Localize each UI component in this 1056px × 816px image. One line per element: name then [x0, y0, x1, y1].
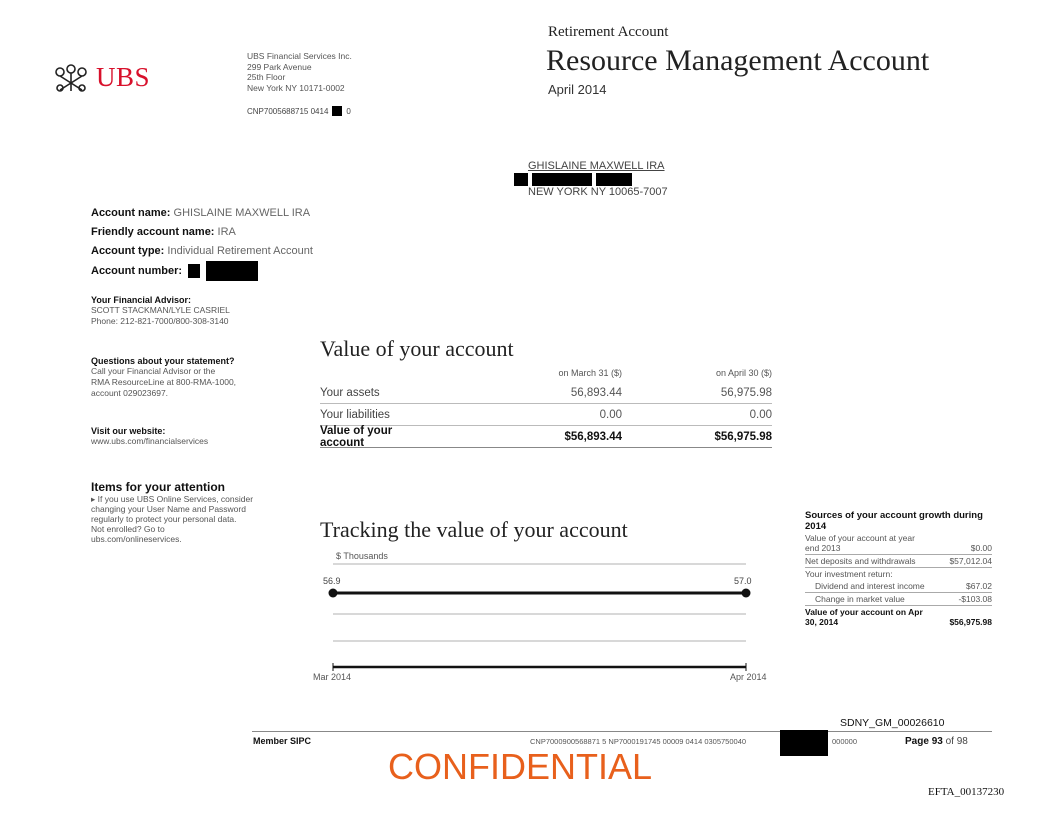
x-tick-label: Mar 2014	[313, 672, 352, 682]
advisor-section	[91, 295, 230, 327]
data-label: 57.0	[734, 576, 752, 586]
questions-line: Call your Financial Advisor or the	[91, 366, 216, 376]
redaction-box	[596, 173, 632, 186]
account-type-label: Account type:	[91, 245, 165, 257]
account-info	[91, 204, 313, 281]
growth-value: $57,012.04	[949, 556, 992, 566]
cell-value: 56,975.98	[720, 386, 772, 399]
growth-value: $0.00	[970, 543, 992, 553]
website-section	[91, 426, 208, 447]
confidential-stamp: CONFIDENTIAL	[388, 746, 653, 787]
growth-label: Value of your account at year end 2013	[805, 533, 915, 553]
attention-line: regularly to protect your personal data.	[91, 514, 237, 524]
growth-total-value: $56,975.98	[949, 617, 992, 627]
redaction-box	[188, 264, 200, 278]
account-name-label: Account name:	[91, 207, 171, 219]
total-value: $56,975.98	[714, 430, 772, 443]
redaction-box	[514, 173, 528, 186]
column-header: on March 31 ($)	[558, 368, 622, 378]
document-kicker: Retirement Account	[548, 24, 669, 40]
friendly-name-row	[91, 223, 313, 242]
attention-line: Not enrolled? Go to	[91, 524, 165, 534]
account-name-row	[91, 204, 313, 223]
redaction-box	[206, 261, 258, 281]
mailing-address	[528, 160, 668, 199]
footer-code-tail: 000000	[832, 737, 858, 746]
bates-number: SDNY_GM_00026610	[840, 717, 945, 729]
footer-code: CNP7000900568871 5 NP7000191745 00009 0414 0305750040	[530, 737, 747, 746]
growth-row	[805, 580, 992, 593]
attention-line: changing your User Name and Password	[91, 504, 246, 514]
row-label: Your assets	[320, 386, 380, 399]
growth-label: Dividend and interest income	[815, 581, 925, 591]
redaction-box	[780, 730, 828, 756]
column-header: on April 30 ($)	[715, 368, 772, 378]
data-point	[329, 589, 338, 598]
page-total: of 98	[945, 736, 968, 747]
firm-address	[247, 51, 352, 93]
account-name-value: GHISLAINE MAXWELL IRA	[173, 207, 311, 219]
y-axis-label: $ Thousands	[336, 551, 388, 561]
growth-table	[805, 510, 992, 628]
attention-line: ubs.com/onlineservices.	[91, 534, 182, 544]
address-line: UBS Financial Services Inc.	[247, 51, 352, 61]
redacted-street	[528, 173, 668, 186]
address-line: 25th Floor	[247, 72, 286, 82]
mailing-city: NEW YORK NY 10065-7007	[528, 186, 668, 198]
cell-value: 0.00	[749, 408, 772, 421]
member-sipc: Member SIPC	[253, 736, 312, 746]
total-label: Value of your account	[320, 424, 393, 449]
website-heading: Visit our website:	[91, 426, 166, 436]
advisor-heading: Your Financial Advisor:	[91, 295, 192, 305]
table-row	[320, 404, 772, 426]
advisor-phone: Phone: 212-821-7000/800-308-3140	[91, 316, 229, 326]
growth-total-row	[805, 606, 992, 628]
growth-title: Sources of your account growth during 2014	[805, 510, 983, 532]
value-table-header	[320, 364, 772, 382]
data-point	[742, 589, 751, 598]
advisor-names: SCOTT STACKMAN/LYLE CASRIEL	[91, 305, 230, 315]
table-total-row	[320, 426, 772, 448]
growth-value: -$103.08	[958, 594, 992, 604]
questions-heading: Questions about your statement?	[91, 356, 235, 366]
ubs-logo	[52, 62, 150, 93]
three-keys-icon	[52, 63, 90, 93]
statement-period: April 2014	[548, 82, 607, 97]
row-label: Your liabilities	[320, 408, 390, 421]
cnp-code	[247, 106, 351, 116]
cnp-code-left: CNP7005688715 0414	[247, 106, 329, 116]
data-label: 56.9	[323, 576, 341, 586]
growth-label: Your investment return:	[805, 569, 893, 579]
friendly-name-value: IRA	[217, 226, 236, 238]
cell-value: 0.00	[599, 408, 622, 421]
account-number-row	[91, 261, 313, 281]
ubs-logotype: UBS	[96, 62, 151, 92]
growth-total-label: Value of your account on Apr 30, 2014	[805, 607, 923, 627]
attention-section	[91, 480, 253, 544]
questions-section	[91, 356, 236, 399]
growth-row	[805, 555, 992, 568]
growth-value: $67.02	[966, 581, 992, 591]
page-current: 93	[931, 736, 943, 747]
growth-row	[805, 568, 992, 580]
growth-row	[805, 593, 992, 606]
growth-label: Change in market value	[815, 594, 905, 604]
chart-title: Tracking the value of your account	[320, 517, 628, 542]
account-number-label: Account number:	[91, 264, 183, 277]
document-title: Resource Management Account	[546, 44, 930, 77]
website-url[interactable]: www.ubs.com/financialservices	[91, 436, 209, 446]
attention-heading: Items for your attention	[91, 480, 226, 494]
questions-line: RMA ResourceLine at 800-RMA-1000,	[91, 377, 237, 387]
tracking-chart	[306, 545, 776, 685]
questions-line: account 029023697.	[91, 388, 169, 398]
redaction-box	[332, 106, 342, 116]
friendly-name-label: Friendly account name:	[91, 226, 215, 238]
mailing-name: GHISLAINE MAXWELL IRA	[528, 160, 665, 172]
value-table	[320, 364, 772, 448]
footer-divider	[252, 731, 992, 732]
redaction-box	[532, 173, 592, 186]
x-tick-label: Apr 2014	[730, 672, 767, 682]
table-row	[320, 382, 772, 404]
efta-number: EFTA_00137230	[928, 786, 1005, 798]
address-line: New York NY 10171-0002	[247, 82, 345, 93]
cnp-code-right: 0	[346, 106, 351, 116]
growth-row	[805, 532, 992, 555]
total-value: $56,893.44	[564, 430, 622, 443]
cell-value: 56,893.44	[570, 386, 622, 399]
attention-line: ▸ If you use UBS Online Services, consider	[91, 494, 254, 504]
address-line: 299 Park Avenue	[247, 61, 312, 72]
value-section-title: Value of your account	[320, 336, 514, 361]
account-type-row	[91, 242, 313, 261]
growth-label: Net deposits and withdrawals	[805, 556, 916, 566]
page-number	[905, 736, 968, 747]
page-word: Page	[905, 736, 929, 747]
account-type-value: Individual Retirement Account	[167, 245, 313, 257]
